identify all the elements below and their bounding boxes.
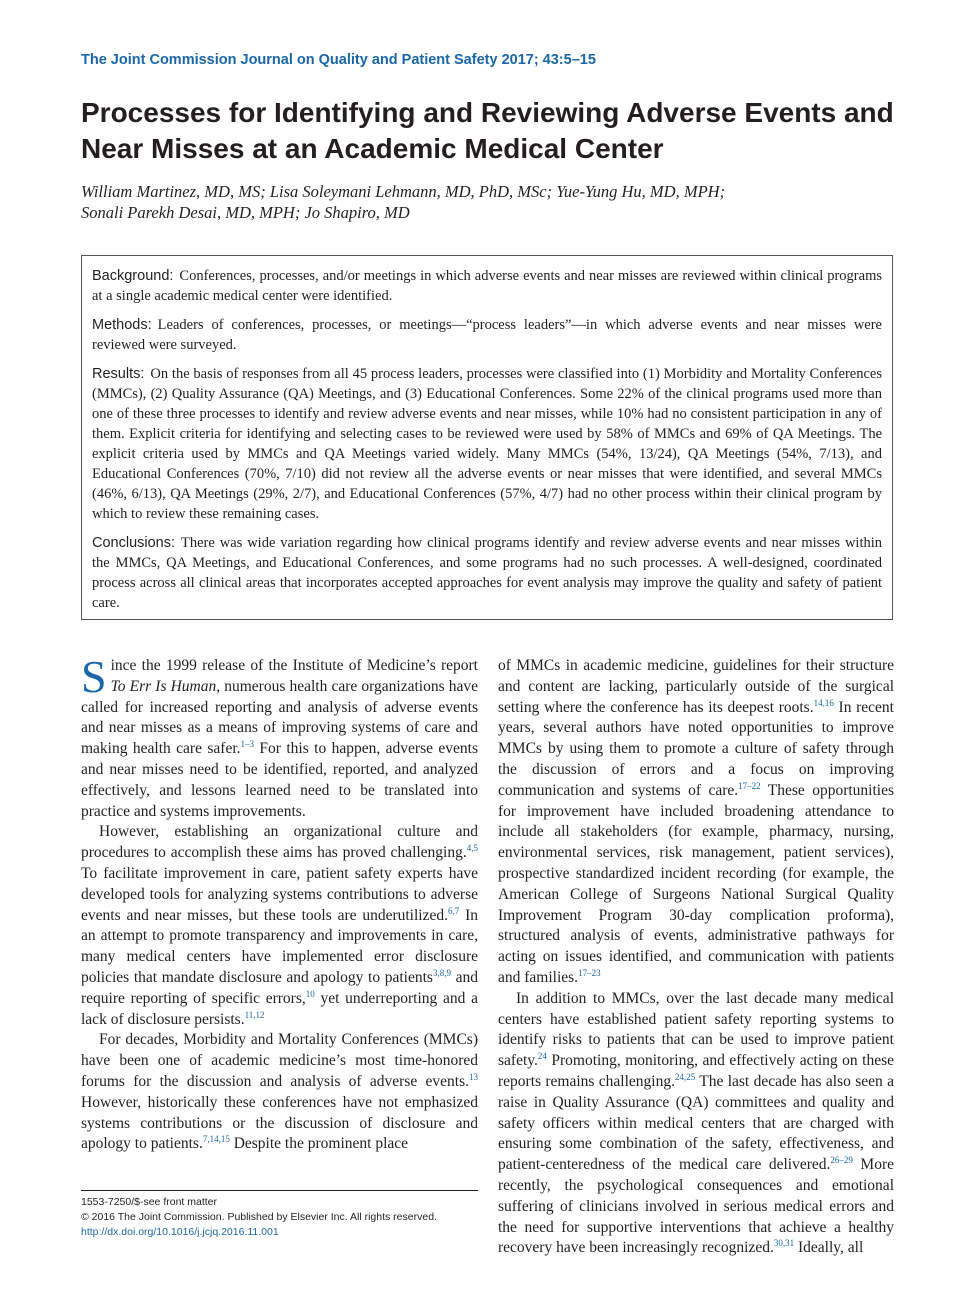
results-text: On the basis of responses from all 45 process leaders, processes were classified into (1) Morbidity and Mortality Conferences (MMCs), (2) Quality Assurance (QA) Meetings, and (3) Educational Conferences. Some 22% of the clinical programs used more than one of these three processes to identify and review adverse events and near misses, while 10% had no consistent participation in any of them. Explicit criteria for identifying and selecting cases to be reviewed were used by 58% of MMCs and 69% of QA Meetings. The explicit criteria used by MMCs and QA Meetings varied widely. Many MMCs (54%, 13/24), QA Meetings (54%, 7/13), and Educational Conferences (70%, 7/10) did not review all the adverse events or near misses that were identified, and several MMCs (46%, 6/13), QA Meetings (29%, 2/7), and Educational Conferences (57%, 4/7) had no other process within their clinical program by which to review these remaining cases.: [92, 366, 882, 522]
author-list: [81, 181, 901, 223]
text-run: For decades, Morbidity and Mortality Conferences (MMCs) have been one of academic medicine’s most time-honored forums for the discussion and analysis of adverse events.: [81, 1031, 478, 1090]
text-run: These opportunities for improvement have included broadening attendance to include all stakeholders (for example, pharmacy, nursing, environmental services, risk management, patient services), prospective standardized incident recording (for example, the American College of Surgeons National Surgical Quality Improvement Program 30-day complication proforma), structured analysis of events, administrative pathways for acting on issues identified, and communication with patients and families.: [498, 781, 894, 986]
text-run: More recently, the psychological consequences and emotional suffering of clinicians involved in serious medical errors and the need for supportive interventions that achieve a healthy recovery have been increasingly recognized.: [498, 1156, 895, 1257]
report-title: To Err Is Human: [110, 677, 217, 695]
abstract-box: [81, 255, 893, 620]
text-run: , numerous health care organizations have called for increased reporting and analysis of adverse events and near misses as a means of improving systems of care and making health care safer.: [81, 677, 478, 758]
abstract-results: [92, 364, 882, 524]
paragraph: [498, 989, 894, 1259]
background-label: Background:: [92, 268, 174, 284]
text-run: of MMCs in academic medicine, guidelines for their structure and content are lacking, particularly outside of the surgical setting where the conference has its deepest roots.: [498, 657, 894, 716]
body-column-right: [498, 656, 894, 1259]
issn-line: 1553-7250/$-see front matter: [81, 1196, 217, 1208]
citation[interactable]: 26–29: [830, 1154, 853, 1165]
citation[interactable]: 6,7: [447, 905, 460, 916]
paragraph: [498, 656, 894, 989]
paragraph: [81, 651, 478, 822]
paragraph: [81, 822, 478, 1030]
text-run: Ideally, all: [794, 1239, 864, 1257]
text-run: To facilitate improvement in care, patient safety experts have developed tools for analyzing systems contributions to adverse events and near misses, but these tools are underutilized.: [81, 864, 478, 924]
citation[interactable]: 14,16: [813, 697, 834, 708]
conclusions-text: There was wide variation regarding how clinical programs identify and review adverse events and near misses within the MMCs, QA Meetings, and Educational Conferences, and some programs had no such processes. A well-designed, coordinated process across all clinical areas that incorporates accepted approaches for event analysis may improve the quality and safety of patient care.: [92, 535, 882, 611]
text-run: For this to happen, adverse events and near misses need to be identified, reported, and analyzed effectively, and lessons learned need to be translated into practice and systems improvements.: [81, 740, 478, 820]
citation[interactable]: 7,14,15: [202, 1134, 230, 1145]
methods-label: Methods:: [92, 317, 152, 333]
text-run: yet underreporting and a lack of disclosure persists.: [81, 989, 478, 1028]
citation[interactable]: 4,5: [466, 843, 478, 854]
text-run: The last decade has also seen a raise in Quality Assurance (QA) committees and quality and safety officers within medical centers that are charged with ensuring some combination of the safety, effectiveness, and patient-centeredness of the medical care delivered.: [498, 1072, 894, 1174]
doi-link[interactable]: http://dx.doi.org/10.1016/j.jcjq.2016.11.001: [81, 1226, 279, 1238]
abstract-methods: [92, 315, 882, 355]
citation[interactable]: 30,31: [773, 1238, 795, 1249]
page-footer: [81, 1190, 478, 1240]
text-run: However, historically these conferences have not emphasized systems contributions or the discussion of disclosure and apology to patients.: [81, 1093, 478, 1153]
citation[interactable]: 3,8,9: [432, 967, 451, 978]
journal-header: The Joint Commission Journal on Quality and Patient Safety 2017; 43:5–15: [81, 52, 596, 68]
text-run: ince the 1999 release of the Institute of Medicine’s report: [110, 657, 478, 674]
copyright-line: © 2016 The Joint Commission. Published by Elsevier Inc. All rights reserved.: [81, 1211, 437, 1223]
drop-cap: S: [81, 651, 107, 702]
background-text: Conferences, processes, and/or meetings in which adverse events and near misses are reviewed within clinical programs at a single academic medical center were identified.: [92, 268, 882, 304]
citation[interactable]: 11,12: [244, 1009, 265, 1020]
results-label: Results:: [92, 366, 145, 382]
citation[interactable]: 17–22: [738, 780, 761, 791]
article-title: Processes for Identifying and Reviewing Adverse Events and Near Misses at an Academic Medical Center: [81, 97, 894, 164]
text-run: Promoting, monitoring, and effectively acting on these reports remains challenging.: [498, 1052, 894, 1090]
text-run: Despite the prominent place: [229, 1135, 409, 1153]
methods-text: Leaders of conferences, processes, or meetings—“process leaders”—in which adverse events and near misses were reviewed were surveyed.: [92, 317, 882, 353]
citation[interactable]: 1–3: [240, 739, 255, 750]
abstract-background: [92, 266, 882, 306]
body-column-left: [81, 651, 478, 1155]
abstract-conclusions: [92, 533, 882, 613]
text-run: However, establishing an organizational culture and procedures to accomplish these aims has proved challenging.: [81, 823, 478, 862]
paragraph: [81, 1030, 478, 1155]
citation[interactable]: 24: [537, 1050, 547, 1061]
citation[interactable]: 17–23: [578, 967, 601, 978]
authors-line: Sonali Parekh Desai, MD, MPH; Jo Shapiro, MD: [81, 203, 410, 222]
citation[interactable]: 24,25: [674, 1071, 696, 1082]
citation[interactable]: 13: [469, 1071, 478, 1082]
text-run: and require reporting of specific errors,: [81, 968, 478, 1007]
text-run: In addition to MMCs, over the last decade many medical centers have established patient safety reporting systems to identify risks to patients that can be used to improve patient safety.: [498, 989, 894, 1070]
text-run: In an attempt to promote transparency and improvements in care, many medical centers have implemented error disclosure policies that mandate disclosure and apology to patients: [81, 906, 478, 986]
authors-line: William Martinez, MD, MS; Lisa Soleymani Lehmann, MD, PhD, MSc; Yue-Yung Hu, MD, MPH;: [81, 182, 726, 201]
text-run: In recent years, several authors have noted opportunities to improve MMCs by using them to promote a culture of safety through the discussion of errors and a focus on improving communication and systems of care.: [498, 698, 894, 799]
citation[interactable]: 10: [305, 988, 315, 999]
conclusions-label: Conclusions:: [92, 535, 176, 551]
